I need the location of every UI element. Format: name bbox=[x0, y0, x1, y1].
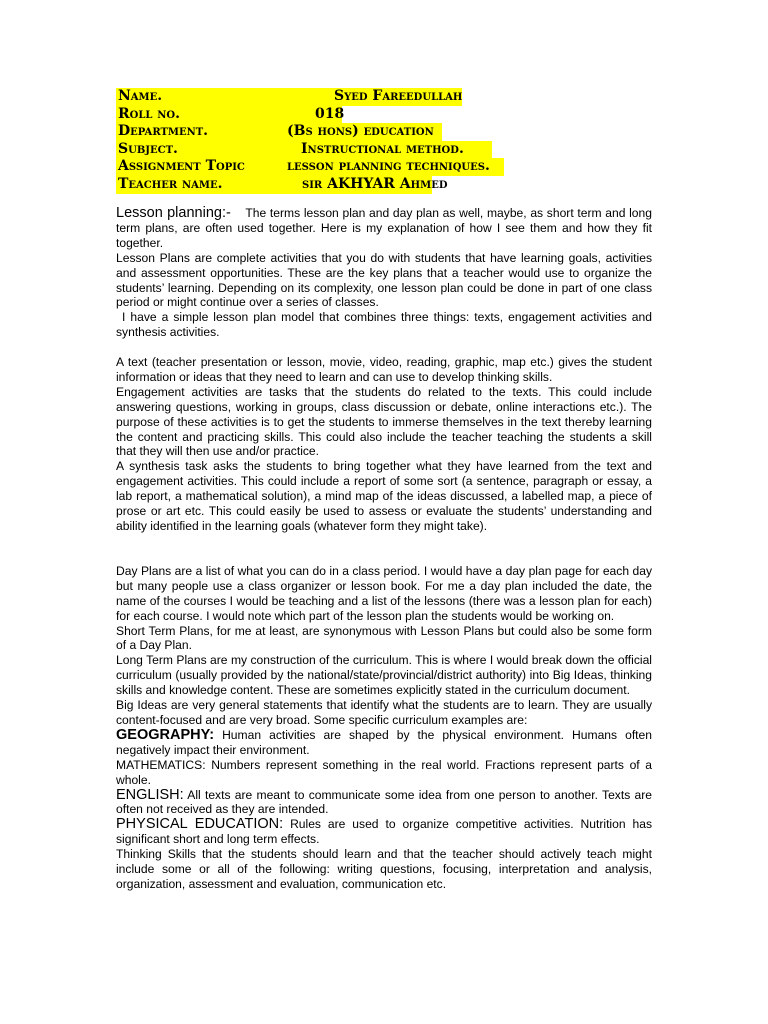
subject-label: Subject. bbox=[118, 140, 178, 157]
department-label: Department. bbox=[118, 123, 209, 140]
pe-paragraph bbox=[116, 817, 652, 847]
header-row-name bbox=[116, 88, 506, 106]
topic-label: Assignment Topic bbox=[118, 158, 245, 175]
big-ideas-paragraph: Big Ideas are very general statements that identify what the students are to learn. They are usually content-focused and are very broad. Some specific curriculum examples are: bbox=[116, 698, 652, 727]
mathematics-paragraph: MATHEMATICS: Numbers represent something in the real world. Fractions represent parts of a whole. bbox=[116, 757, 652, 787]
roll-value: 018 bbox=[315, 105, 345, 122]
student-info-header bbox=[116, 88, 506, 194]
engagement-paragraph: Engagement activities are tasks that the students do related to the texts. This could include answering questions, working in groups, class discussion or debate, online interactions etc.). The purpose of these activities is to get the students to immerse themselves in the text thereby learning the content and practicing skills. This could also include the teacher teaching the students a skill that they will then use and/or practice. bbox=[116, 384, 652, 459]
english-label: ENGLISH: bbox=[116, 786, 184, 803]
header-row-department bbox=[116, 123, 506, 141]
name-value: Syed Fareedullah bbox=[334, 88, 463, 104]
teacher-label: Teacher name. bbox=[118, 175, 223, 192]
synthesis-paragraph: A synthesis task asks the students to bring together what they have learned from the text and engagement activities. This could include a report of some sort (a sentence, paragraph or essay, a lab report, a mathematical solution), a mind map of the ideas discussed, a labelled map, a piece of prose or art etc. This could easily be used to assess or evaluate the students’ understanding and ability identified in the learning goals (whatever form they might take). bbox=[116, 459, 652, 534]
english-paragraph bbox=[116, 788, 652, 818]
english-text: All texts are meant to communicate some idea from one person to another. Texts are often not received as they are intended. bbox=[116, 787, 652, 817]
long-term-paragraph: Long Term Plans are my construction of the curriculum. This is where I would break down the official curriculum (usually provided by the national/state/provincial/district authority) into Big Ideas, thinking skills and knowledge content. These are sometimes explicitly stated in the curriculum document. bbox=[116, 653, 652, 698]
header-row-roll bbox=[116, 106, 506, 124]
geography-paragraph bbox=[116, 728, 652, 758]
intro-text: The terms lesson plan and day plan as well, maybe, as short term and long term plans, are often used together. Here is my explanation of how I see them and how they fit together. bbox=[116, 206, 652, 250]
model-paragraph: I have a simple lesson plan model that combines three things: texts, engagement activities and synthesis activities. bbox=[116, 310, 652, 340]
day-plans-paragraph: Day Plans are a list of what you can do in a class period. I would have a day plan page for each day but many people use a class organizer or lesson book. For me a day plan included the date, the name of the courses I would be teaching and a list of the lessons (there was a lesson plan for each) for each course. I would note which part of the lesson plan the students would be working on. bbox=[116, 563, 652, 623]
roll-label: Roll no. bbox=[118, 105, 181, 122]
department-value: (Bs hons) education bbox=[287, 123, 434, 140]
name-label: Name. bbox=[118, 88, 163, 104]
header-row-topic bbox=[116, 158, 506, 176]
header-row-subject bbox=[116, 141, 506, 159]
teacher-value: sir AKHYAR Ahmed bbox=[302, 175, 448, 192]
geography-text: Human activities are shaped by the physical environment. Humans often negatively impact their environment. bbox=[116, 727, 652, 757]
lesson-planning-heading: Lesson planning:- bbox=[116, 205, 231, 221]
short-term-paragraph: Short Term Plans, for me at least, are synonymous with Lesson Plans but could also be some form of a Day Plan. bbox=[116, 623, 652, 653]
lesson-plans-paragraph: Lesson Plans are complete activities that you do with students that have learning goals, activities and assessment opportunities. These are the key plans that a teacher would use to organize the students’ learning. Depending on its complexity, one lesson plan could be done in part of one class period or might continue over a series of classes. bbox=[116, 250, 652, 310]
text-paragraph: A text (teacher presentation or lesson, movie, video, reading, graphic, map etc.) gives the student information or ideas that they need to learn and can use to develop thinking skills. bbox=[116, 355, 652, 384]
pe-text: Rules are used to organize competitive activities. Nutrition has significant short and long term effects. bbox=[116, 817, 652, 847]
geography-label: GEOGRAPHY: bbox=[116, 726, 215, 743]
pe-label: PHYSICAL EDUCATION: bbox=[116, 816, 284, 833]
thinking-skills-paragraph: Thinking Skills that the students should learn and that the teacher should actively teach might include some or all of the following: writing questions, focusing, interpretation and analysis, organization, assessment and evaluation, communication etc. bbox=[116, 847, 652, 891]
subject-value: Instructional method. bbox=[301, 140, 464, 157]
header-row-teacher bbox=[116, 176, 506, 194]
intro-paragraph bbox=[116, 206, 652, 251]
assignment-body bbox=[116, 206, 652, 892]
topic-value: lesson planning techniques. bbox=[287, 158, 490, 175]
